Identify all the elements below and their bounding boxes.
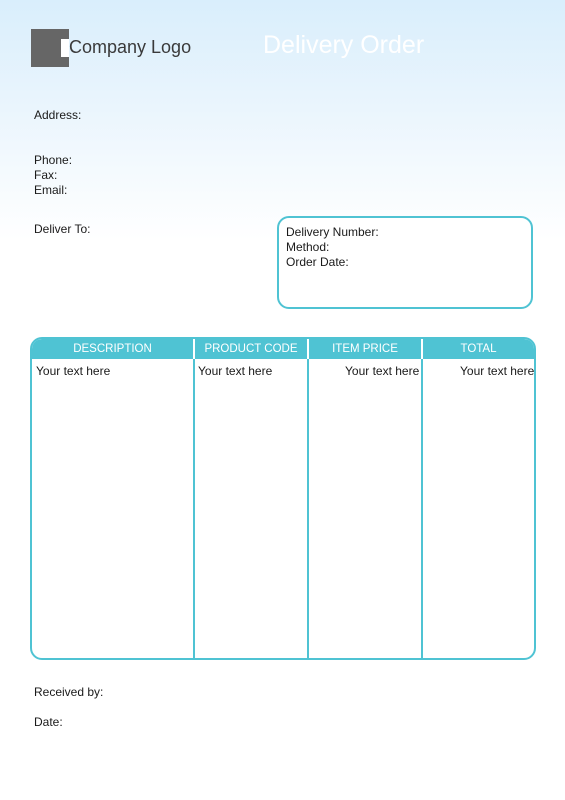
header-divider xyxy=(421,339,423,359)
fax-label: Fax: xyxy=(34,168,58,182)
deliver-to-label: Deliver To: xyxy=(34,222,91,236)
column-header-item-price: ITEM PRICE xyxy=(332,343,398,355)
date-label: Date: xyxy=(34,715,63,729)
column-divider xyxy=(421,339,423,658)
document-title: Delivery Order xyxy=(263,31,425,59)
column-divider xyxy=(193,339,195,658)
phone-label: Phone: xyxy=(34,153,73,167)
delivery-info-box xyxy=(277,216,533,309)
column-divider xyxy=(307,339,309,658)
header-divider xyxy=(307,339,309,359)
email-label: Email: xyxy=(34,183,68,197)
table-header xyxy=(32,339,534,359)
column-header-product-code: PRODUCT CODE xyxy=(204,343,298,355)
company-logo xyxy=(31,29,201,67)
header-divider xyxy=(193,339,195,359)
order-date-label: Order Date: xyxy=(286,255,349,269)
cell-product-code: Your text here xyxy=(198,364,273,378)
method-label: Method: xyxy=(286,240,330,254)
logo-mark-icon xyxy=(31,29,69,67)
logo-text: Company Logo xyxy=(69,37,192,57)
received-by-label: Received by: xyxy=(34,685,104,699)
column-header-description: DESCRIPTION xyxy=(73,343,152,355)
delivery-number-label: Delivery Number: xyxy=(286,225,379,239)
cell-description: Your text here xyxy=(36,364,111,378)
column-header-total: TOTAL xyxy=(460,343,497,355)
cell-total: Your text here xyxy=(460,364,535,378)
cell-item-price: Your text here xyxy=(345,364,420,378)
items-table xyxy=(30,337,536,660)
address-label: Address: xyxy=(34,108,82,122)
